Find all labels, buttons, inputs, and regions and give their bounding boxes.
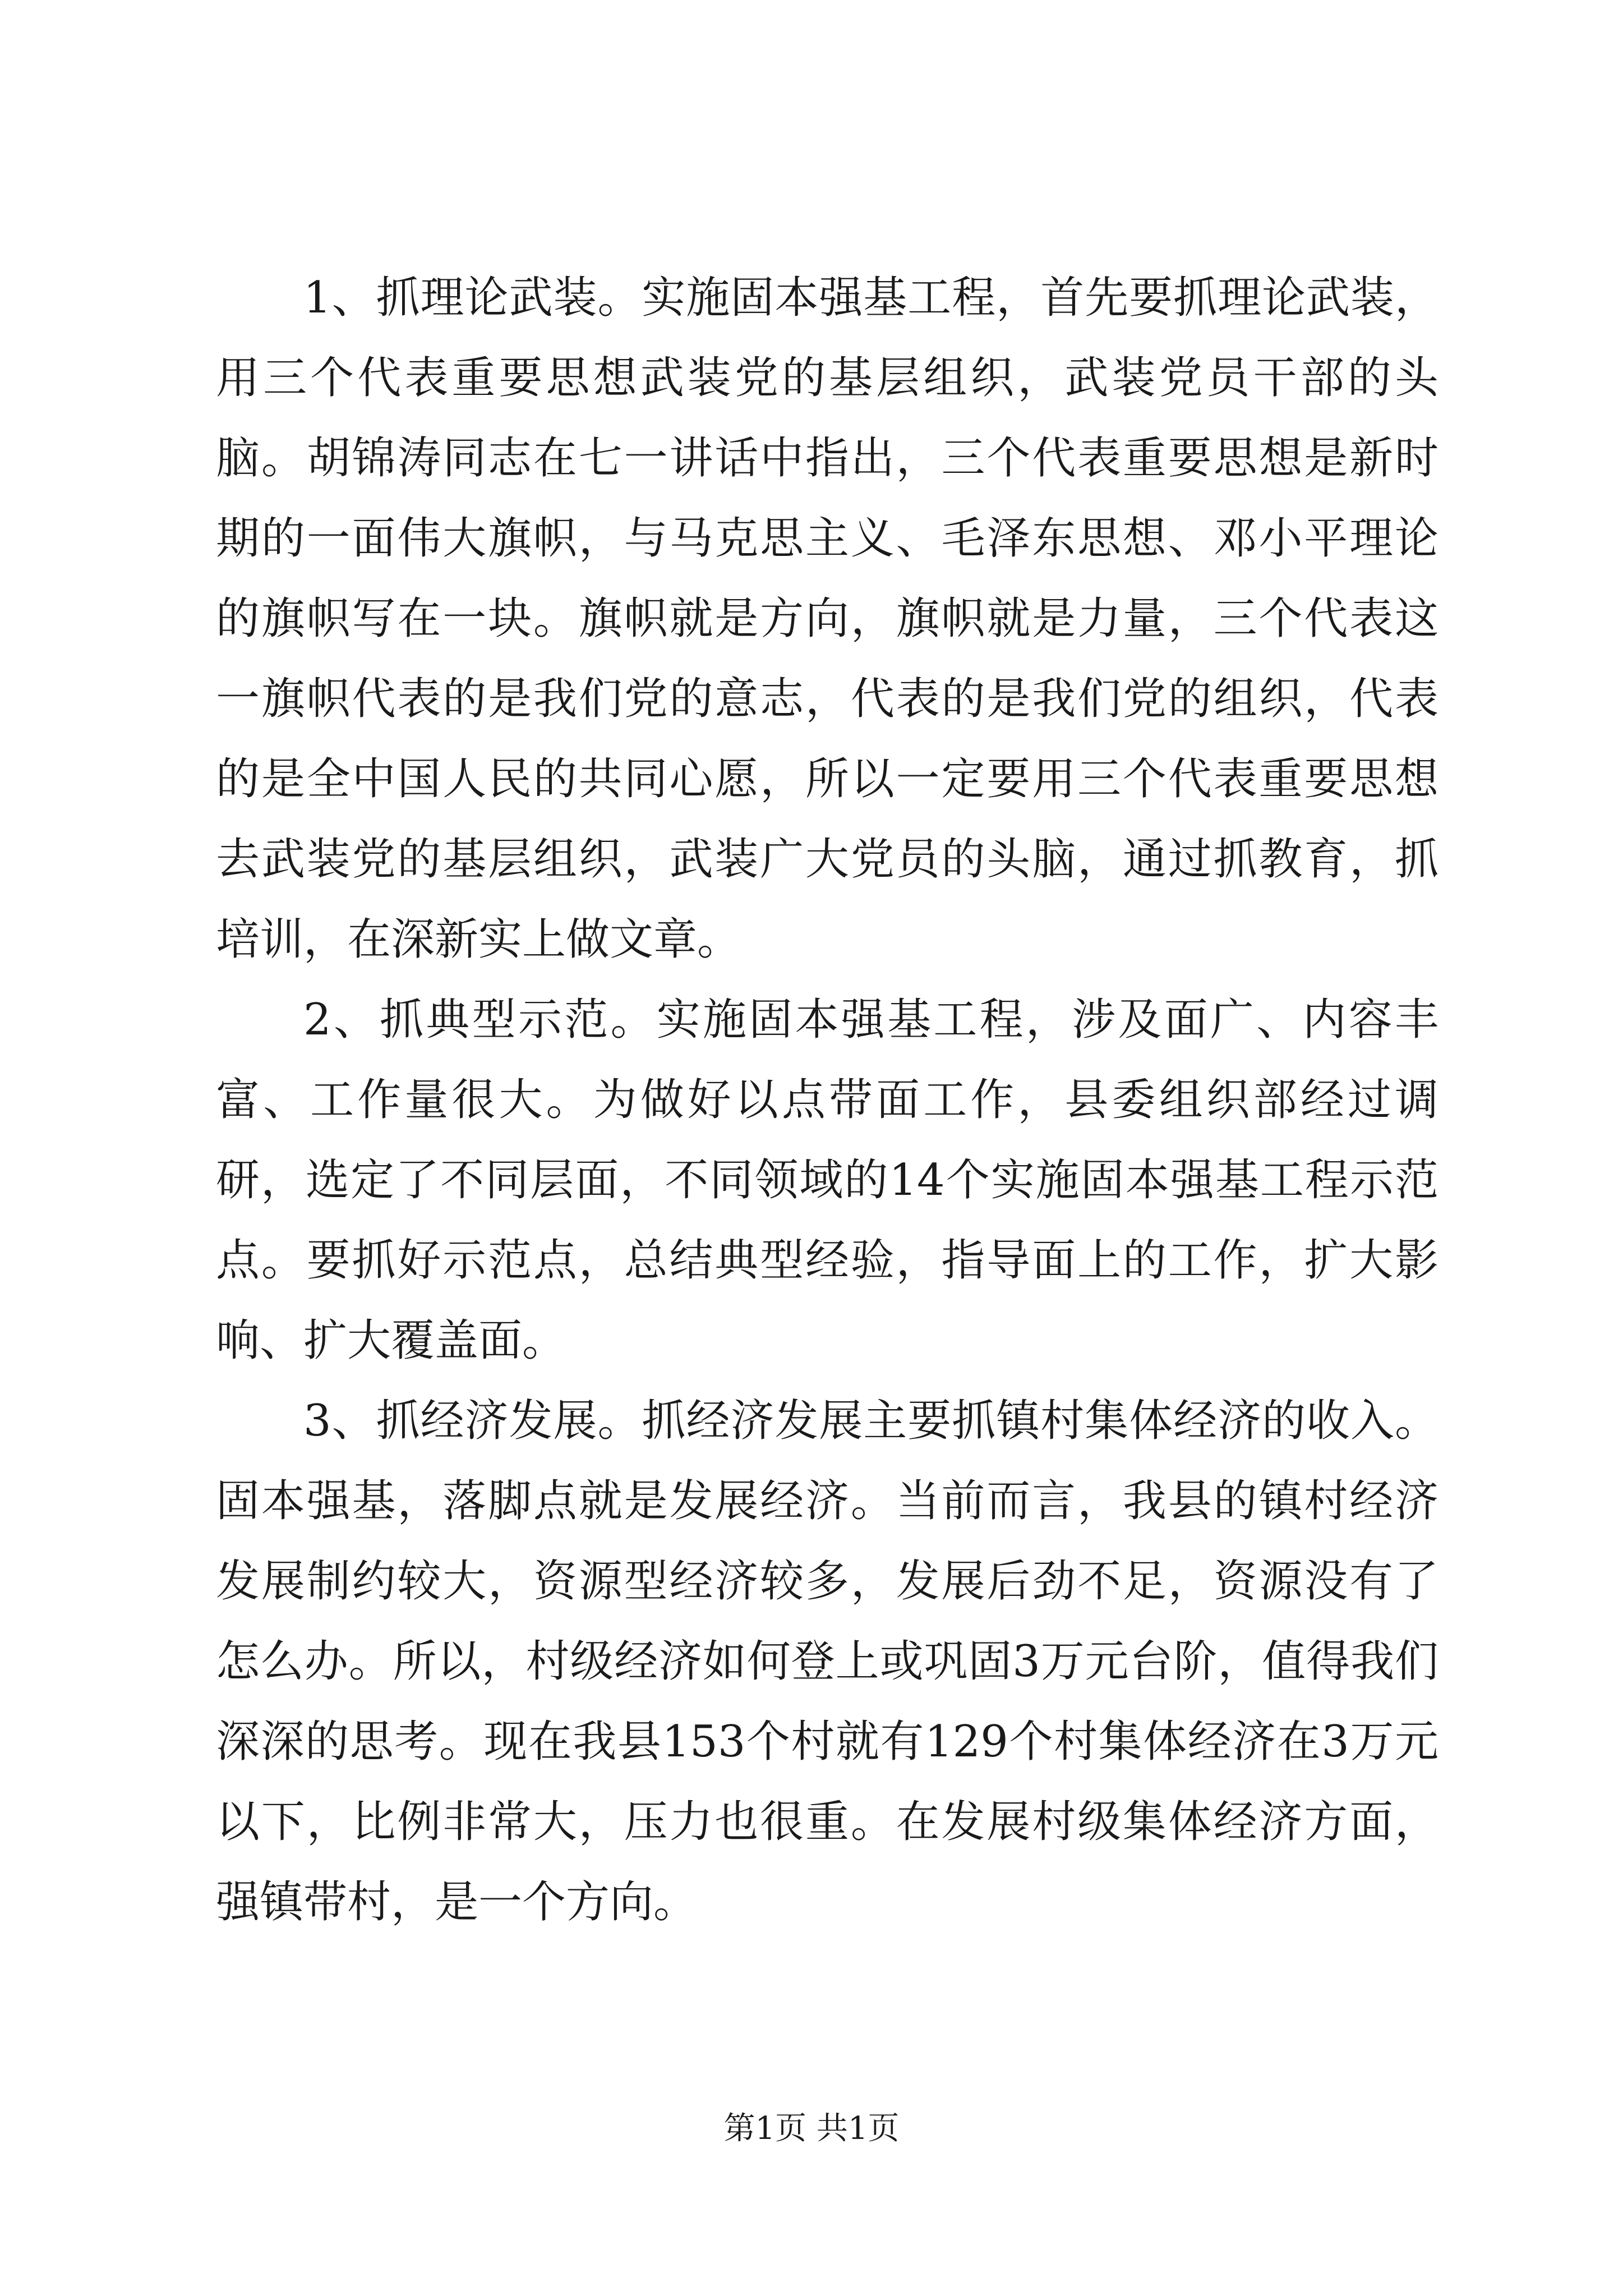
paragraph-economy: 3、抓经济发展。抓经济发展主要抓镇村集体经济的收入。固本强基，落脚点就是发展经济。当前而言，我县的镇村经济发展制约较大，资源型经济较多，发展后劲不足，资源没有了怎么办。所以，村级经济如何登上或巩固3万元台阶，值得我们深深的思考。现在我县153个村就有129个村集体经济在3万元以下，比例非常大，压力也很重。在发展村级集体经济方面，强镇带村，是一个方向。 bbox=[216, 1396, 1438, 1927]
paragraph-theory: 1、抓理论武装。实施固本强基工程，首先要抓理论武装，用三个代表重要思想武装党的基层组织，武装党员干部的头脑。胡锦涛同志在七一讲话中指出，三个代表重要思想是新时期的一面伟大旗帜，与马克思主义、毛泽东思想、邓小平理论的旗帜写在一块。旗帜就是方向，旗帜就是力量，三个代表这一旗帜代表的是我们党的意志，代表的是我们党的组织，代表的是全中国人民的共同心愿，所以一定要用三个代表重要思想去武装党的基层组织，武装广大党员的头脑，通过抓教育，抓培训，在深新实上做文章。 bbox=[216, 273, 1438, 965]
paragraph-demonstration: 2、抓典型示范。实施固本强基工程，涉及面广、内容丰富、工作量很大。为做好以点带面工作，县委组织部经过调研，选定了不同层面，不同领域的14个实施固本强基工程示范点。要抓好示范点，总结典型经验，指导面上的工作，扩大影响、扩大覆盖面。 bbox=[216, 995, 1438, 1366]
document-body bbox=[216, 258, 1438, 1943]
page-footer: 第1页 共1页 bbox=[723, 2110, 900, 2147]
